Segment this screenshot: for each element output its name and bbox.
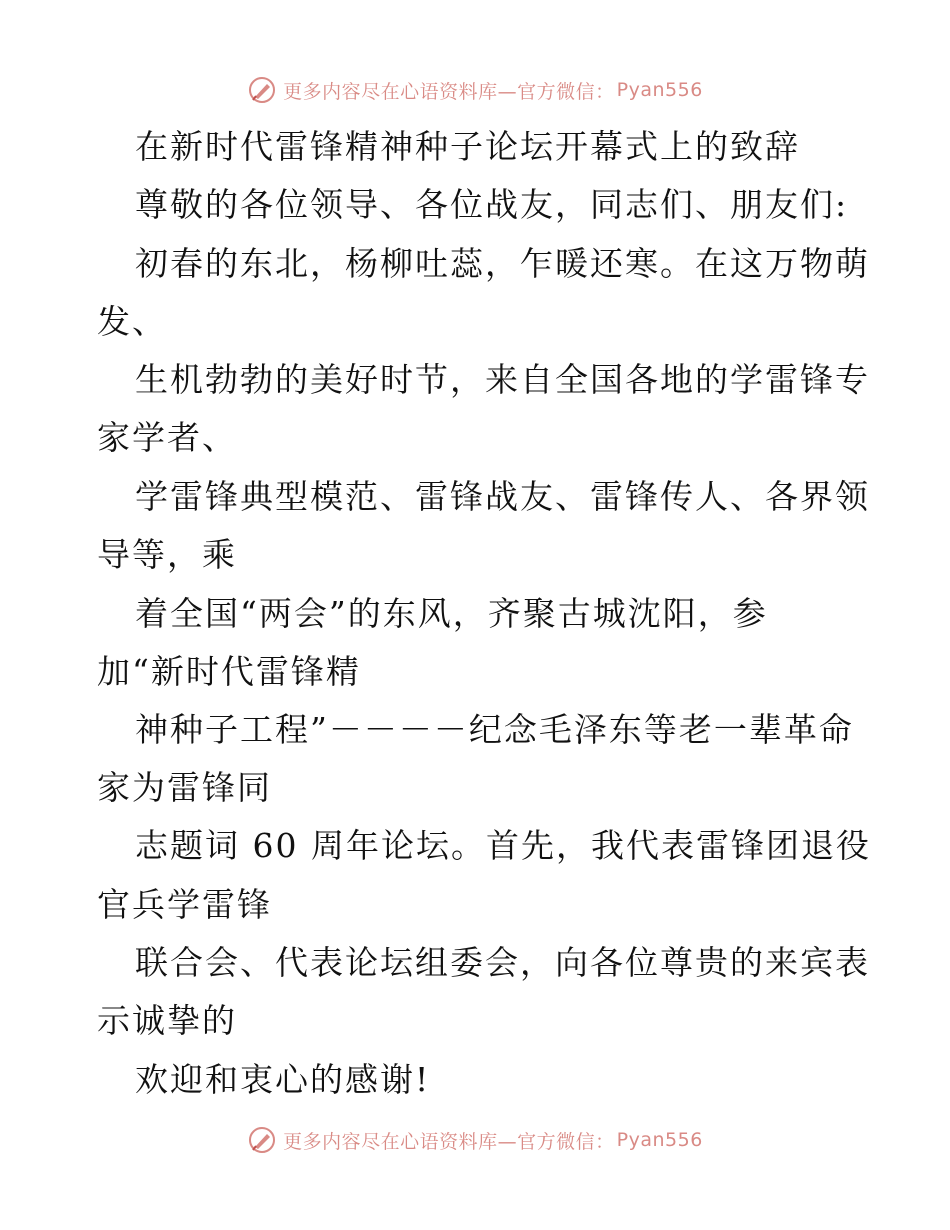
watermark-text: 更多内容尽在心语资料库—官方微信： bbox=[283, 80, 615, 103]
paragraph-line: 加“新时代雷锋精 bbox=[97, 652, 361, 691]
paragraph-line: 家为雷锋同 bbox=[97, 768, 272, 807]
paragraph-line: 学雷锋典型模范、雷锋战友、雷锋传人、各界领 bbox=[135, 477, 870, 516]
paragraph-line: 欢迎和衷心的感谢! bbox=[135, 1060, 431, 1099]
document-title: 在新时代雷锋精神种子论坛开幕式上的致辞 bbox=[135, 127, 800, 166]
header-watermark bbox=[0, 70, 950, 110]
paragraph-line: 导等，乘 bbox=[97, 535, 237, 574]
paragraph-line: 初春的东北，杨柳吐蕊，乍暖还寒。在这万物萌 bbox=[135, 244, 870, 283]
paragraph-line: 联合会、代表论坛组委会，向各位尊贵的来宾表 bbox=[135, 943, 870, 982]
paragraph-line: 示诚挚的 bbox=[97, 1001, 237, 1040]
paragraph-line: 发、 bbox=[97, 302, 167, 341]
quill-pen-logo-icon bbox=[247, 1125, 277, 1155]
paragraph-line: 着全国“两会”的东风，齐聚古城沈阳，参 bbox=[135, 594, 768, 633]
paragraph-line: 志题词 60 周年论坛。首先，我代表雷锋团退役 bbox=[135, 826, 871, 865]
watermark-text: 更多内容尽在心语资料库—官方微信： bbox=[283, 1130, 615, 1153]
paragraph-line: 家学者、 bbox=[97, 418, 237, 457]
footer-watermark bbox=[0, 1120, 950, 1160]
quill-pen-logo-icon bbox=[247, 75, 277, 105]
paragraph-line: 生机勃勃的美好时节，来自全国各地的学雷锋专 bbox=[135, 360, 870, 399]
watermark-wechat-id: Pyan556 bbox=[616, 1129, 703, 1151]
paragraph-line: 神种子工程”－－－－纪念毛泽东等老一辈革命 bbox=[135, 710, 854, 749]
watermark-wechat-id: Pyan556 bbox=[616, 79, 703, 101]
paragraph-line: 官兵学雷锋 bbox=[97, 885, 272, 924]
salutation: 尊敬的各位领导、各位战友，同志们、朋友们: bbox=[135, 185, 849, 224]
